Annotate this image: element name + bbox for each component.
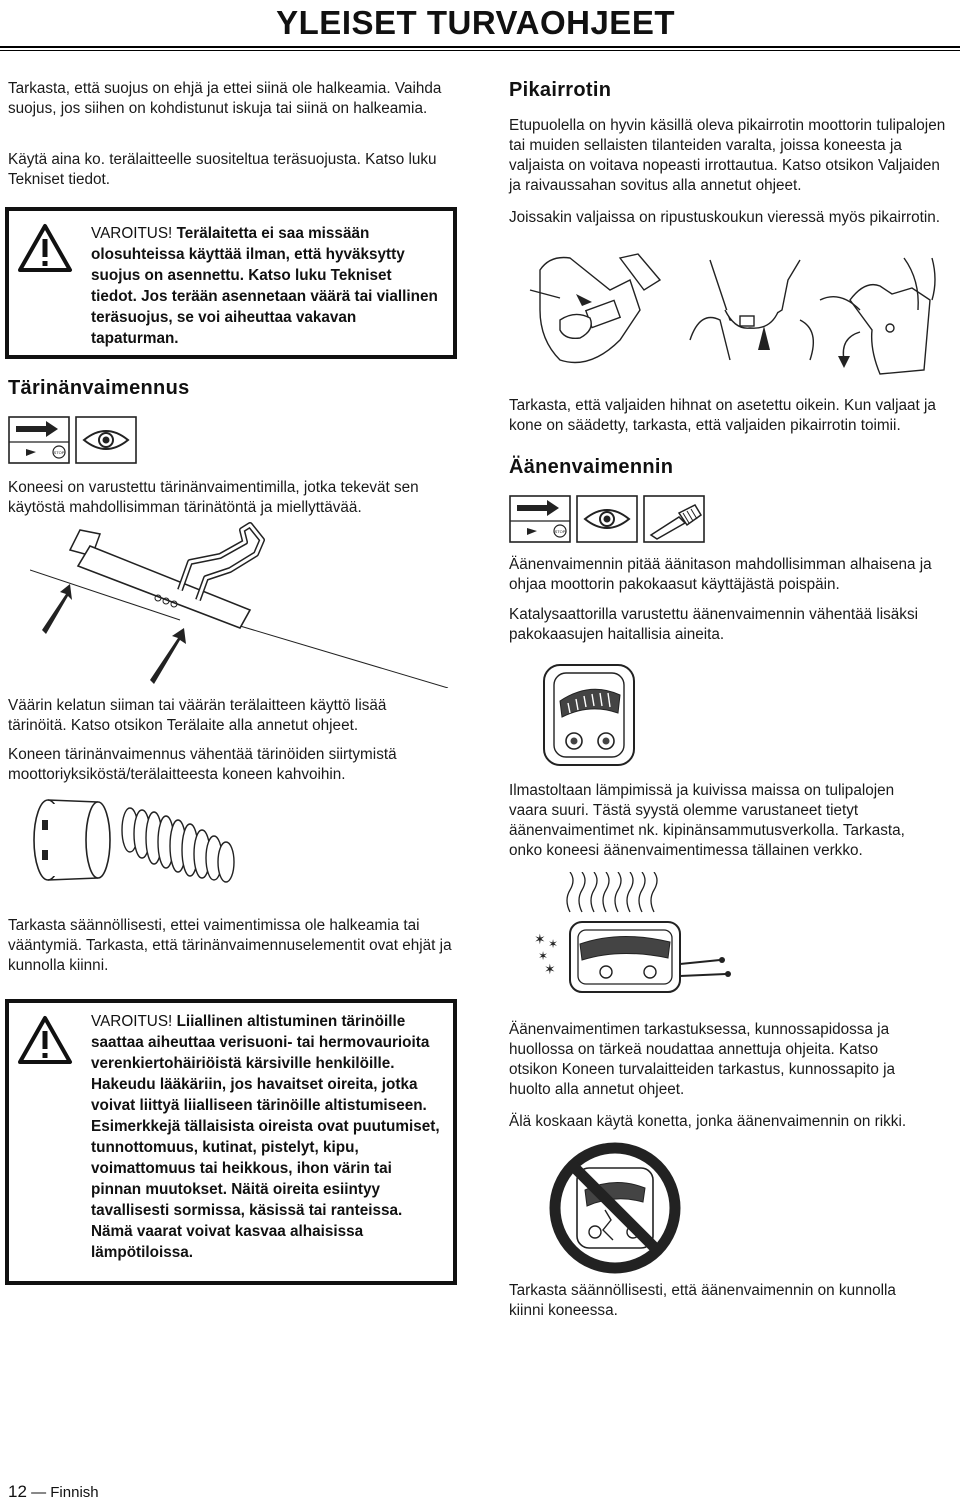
title-rule: [0, 46, 960, 48]
svg-text:STOP: STOP: [554, 529, 566, 534]
page-number: 12: [8, 1482, 27, 1501]
quick-release-paragraph-2: Joissakin valjaissa on ripustuskoukun vieressä myös pikairrotin.: [509, 209, 941, 226]
vibration-paragraph-1: Koneesi on varustettu tärinänvaimentimilla, jotka tekevät sen käytöstä mahdollisimman tärinätöntä ja miellyttävää.: [8, 479, 419, 516]
muffler-paragraph-6: Tarkasta säännöllisesti, että äänenvaimennin on kunnolla kiinni koneessa.: [509, 1282, 896, 1319]
read-manual-and-inspect-icons: [8, 416, 138, 466]
muffler-icons: [509, 495, 719, 545]
spark-arrester-illustration: [530, 872, 740, 1002]
muffler-paragraph-3: Ilmastoltaan lämpimissä ja kuivissa maissa on tulipalojen vaara suuri. Tästä syystä olemme varustaneet tietyt äänenvaimentimet nk. kipinänsammutusverkolla. Tarkasta, onko koneesi äänenvaimentimessa tällainen verkko.: [509, 782, 905, 859]
warning-box-2: [5, 999, 457, 1285]
muffler-illustration: [530, 655, 650, 775]
eye-icon: [577, 496, 637, 542]
page-title: YLEISET TURVAOHJEET: [276, 4, 675, 41]
manual-icon: [510, 496, 570, 542]
vibration-damper-location-illustration: [30, 520, 450, 688]
footer-dash: —: [31, 1484, 47, 1501]
vibration-damper-parts-illustration: [30, 790, 250, 905]
warning-2-lead: VAROITUS!: [91, 1013, 173, 1030]
warning-triangle-icon: [17, 223, 73, 273]
quick-release-paragraph-3: Tarkasta, että valjaiden hihnat on asetettu oikein. Kun valjaat ja kone on säädetty, tarkasta, että valjaiden pikairrotin toimii.: [509, 397, 936, 434]
page-footer: [8, 1482, 99, 1502]
vibration-paragraph-2: Väärin kelatun siiman tai väärän terälaitteen käyttö lisää tärinöitä. Katso otsikon Terälaite alla annetut ohjeet.: [8, 697, 387, 734]
muffler-paragraph-2: Katalysaattorilla varustettu äänenvaimennin vähentää lisäksi pakokaasujen haitallisia aineita.: [509, 606, 919, 643]
intro-paragraph-1: Tarkasta, että suojus on ehjä ja ettei siinä ole halkeamia. Vaihda suojus, jos siihen on kohdistunut iskuja tai siinä on halkeamia.: [8, 80, 442, 117]
manual-icon: [9, 417, 69, 463]
quick-release-paragraph-1: Etupuolella on hyvin käsillä oleva pikairrotin moottorin tulipalojen tai muiden sellaisten tilanteiden varalta, joissa koneesta ja valjaista on voitava nopeasti irrottautua. Katso otsikon Valjaiden ja raivaussahan sovitus alla annetut ohjeet.: [509, 117, 946, 194]
warning-1-lead: VAROITUS!: [91, 225, 173, 242]
vibration-paragraph-4: Tarkasta säännöllisesti, ettei vaimentimissa ole halkeamia tai vääntymiä. Tarkasta, että tärinänvaimennuselementit ovat ehjät ja kunnolla kiinni.: [8, 917, 452, 974]
harness-quick-release-illustration: [520, 250, 940, 380]
svg-text:✶: ✶: [538, 949, 549, 963]
muffler-heading: Äänenvaimennin: [509, 456, 674, 478]
vibration-heading: Tärinänvaimennus: [8, 377, 190, 399]
footer-language: Finnish: [50, 1484, 99, 1501]
vibration-paragraph-3: Koneen tärinänvaimennus vähentää tärinöiden siirtymistä moottoriyksiköstä/terälaitteesta koneen kahvoihin.: [8, 746, 397, 783]
warning-1-text: [91, 223, 441, 349]
quick-release-heading: Pikairrotin: [509, 79, 612, 101]
intro-paragraph-2: Käytä aina ko. terälaitteelle suositeltua teräsuojusta. Katso luku Tekniset tiedot.: [8, 151, 437, 188]
warning-2-body: Liiallinen altistuminen tärinöille saattaa aiheuttaa verisuoni- tai hermovaurioita verenkiertohäiriöistä kärsiville henkilöille. Hakeudu lääkäriin, jos havaitset oireita, jotka voivat liittyä liialliseen tärinöille altistumiseen. Esimerkkejä tällaisista oireista ovat puutumiset, tunnottomuus, kutinat, pistelyt, kipu, voimattomuus tai heikkous, ihon värin tai pinnan muutokset. Näitä oireita esiintyy tavallisesti sormissa, käsissä tai ranteissa. Nämä vaarat voivat kasvaa alhaisissa lämpötiloissa.: [91, 1013, 440, 1261]
broken-muffler-prohibited-illustration: [545, 1140, 685, 1275]
warning-1-body: Terälaitetta ei saa missään olosuhteissa käyttää ilman, että hyväksytty suojus on asennettu. Katso luku Tekniset tiedot. Jos terään asennetaan väärä tai viallinen teräsuojus, se voi aiheuttaa vakavan tapaturman.: [91, 225, 438, 347]
muffler-paragraph-4: Äänenvaimentimen tarkastuksessa, kunnossapidossa ja huollossa on tärkeä noudattaa annettuja ohjeita. Katso otsikon Koneen turvalaitteiden tarkastus, kunnossapito ja huolto alla annetut ohjeet.: [509, 1021, 896, 1098]
eye-icon: [76, 417, 136, 463]
brush-icon: [644, 496, 704, 542]
svg-text:✶: ✶: [548, 937, 559, 951]
title-rule-thin: [0, 50, 960, 51]
warning-2-text: [91, 1011, 441, 1263]
warning-triangle-icon: [17, 1015, 73, 1065]
svg-text:STOP: STOP: [53, 450, 65, 455]
muffler-paragraph-1: Äänenvaimennin pitää äänitason mahdollisimman alhaisena ja ohjaa moottorin pakokaasut käyttäjästä poispäin.: [509, 556, 932, 593]
muffler-paragraph-5: Älä koskaan käytä konetta, jonka äänenvaimennin on rikki.: [509, 1113, 907, 1130]
svg-text:✶: ✶: [534, 931, 546, 947]
svg-text:✶: ✶: [544, 961, 556, 977]
warning-box-1: [5, 207, 457, 359]
